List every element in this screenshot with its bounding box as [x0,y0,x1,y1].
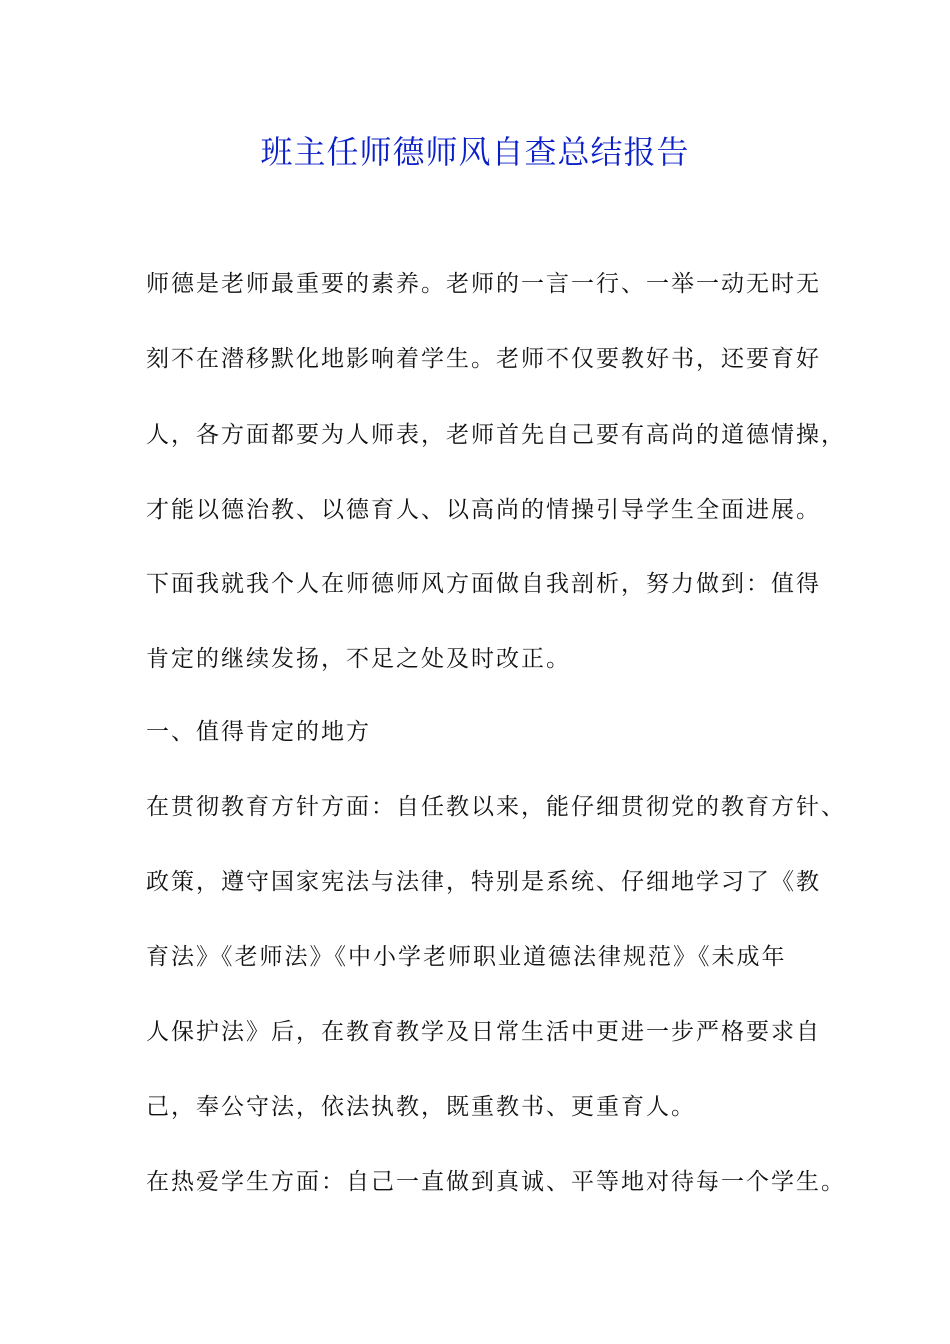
paragraph-line: 政策，遵守国家宪法与法律，特别是系统、仔细地学习了《教 [146,869,821,895]
paragraph-line: 在贯彻教育方针方面：自任教以来，能仔细贯彻党的教育方针、 [146,794,846,820]
paragraph-line: 刻不在潜移默化地影响着学生。老师不仅要教好书，还要育好 [146,346,821,372]
document-title: 班主任师德师风自查总结报告 [260,133,690,171]
paragraph-line: 下面我就我个人在师德师风方面做自我剖析，努力做到：值得 [146,571,821,597]
paragraph-line: 育法》《老师法》《中小学老师职业道德法律规范》《未成年 [146,944,787,970]
paragraph-line: 师德是老师最重要的素养。老师的一言一行、一举一动无时无 [146,271,821,297]
paragraph-line: 在热爱学生方面：自己一直做到真诚、平等地对待每一个学生。 [146,1169,846,1195]
paragraph-line: 肯定的继续发扬，不足之处及时改正。 [146,646,571,672]
section-heading: 一、值得肯定的地方 [146,719,371,745]
paragraph-line: 才能以德治教、以德育人、以高尚的情操引导学生全面进展。 [146,497,821,523]
paragraph-line: 己，奉公守法，依法执教，既重教书、更重育人。 [146,1094,696,1120]
paragraph-line: 人保护法》后，在教育教学及日常生活中更进一步严格要求自 [146,1019,821,1045]
paragraph-line: 人，各方面都要为人师表，老师首先自己要有高尚的道德情操， [146,422,846,448]
